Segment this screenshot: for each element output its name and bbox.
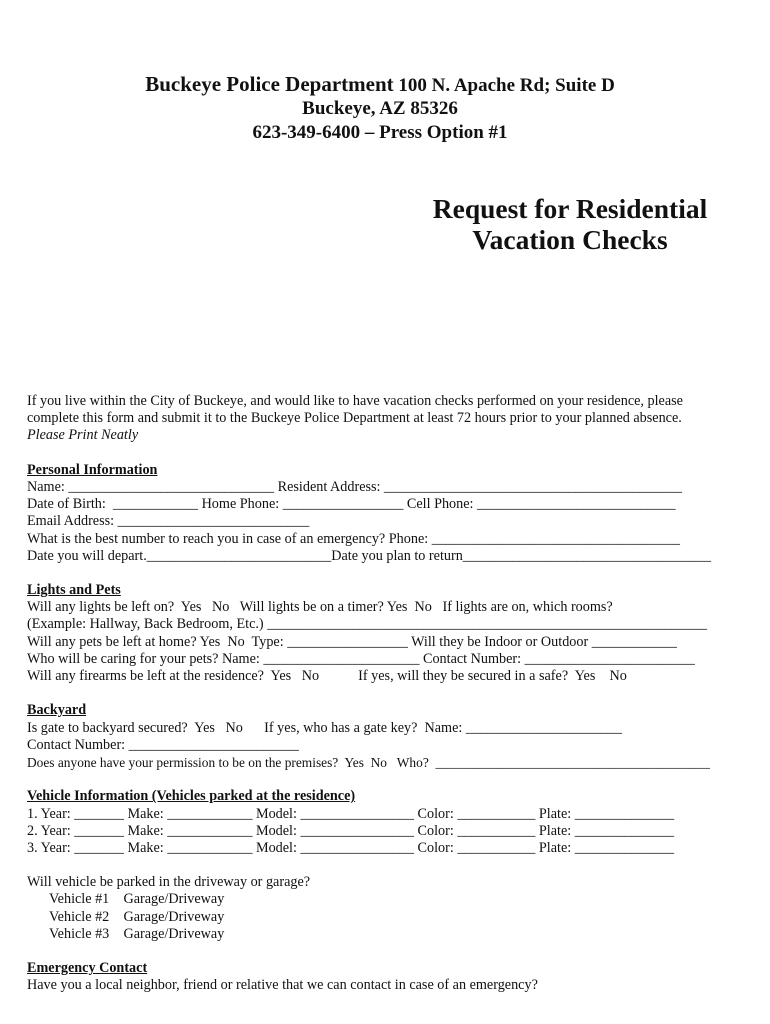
- vehicle-1-field[interactable]: 1. Year: _______ Make: ____________ Model: ________________ Color: ___________ Plate: ______________: [27, 805, 675, 822]
- dob-phone-field[interactable]: Date of Birth: ____________ Home Phone: _________________ Cell Phone: ____________________________: [27, 496, 676, 513]
- gate-secured-field[interactable]: Is gate to backyard secured? Yes No If yes, who has a gate key? Name: ______________________: [27, 719, 622, 736]
- premises-permission-field[interactable]: Does anyone have your permission to be on the premises? Yes No Who? _________________________________________: [27, 754, 710, 770]
- form-title-line-2: Vacation Checks: [472, 224, 668, 255]
- vehicle-information-heading: Vehicle Information (Vehicles parked at the residence): [27, 788, 356, 805]
- department-name: Buckeye Police Department: [145, 72, 394, 96]
- vehicle-1-parking-option[interactable]: Vehicle #1 Garage/Driveway: [49, 891, 225, 908]
- vehicle-3-field[interactable]: 3. Year: _______ Make: ____________ Model: ________________ Color: ___________ Plate: ______________: [27, 839, 675, 856]
- intro-text-line-2: complete this form and submit it to the Buckeye Police Department at least 72 hours prior to your planned absence.: [27, 410, 682, 427]
- backyard-heading: Backyard: [27, 702, 87, 719]
- lights-pets-heading: Lights and Pets: [27, 582, 121, 599]
- department-header: [0, 72, 760, 98]
- vehicle-2-parking-option[interactable]: Vehicle #2 Garage/Driveway: [49, 908, 225, 925]
- emergency-contact-question: Have you a local neighbor, friend or relative that we can contact in case of an emergency?: [27, 977, 538, 994]
- firearms-question[interactable]: Will any firearms be left at the residence? Yes No If yes, will they be secured in a safe? Yes No: [27, 668, 627, 684]
- depart-return-dates-field[interactable]: Date you will depart.__________________________Date you plan to return___________________________________: [27, 547, 712, 564]
- form-title: [400, 193, 740, 255]
- form-title-line-1: Request for Residential: [432, 193, 708, 224]
- rooms-field[interactable]: (Example: Hallway, Back Bedroom, Etc.) ______________________________________________________________: [27, 616, 708, 633]
- department-city: Buckeye, AZ 85326: [302, 98, 458, 119]
- emergency-phone-field[interactable]: What is the best number to reach you in case of an emergency? Phone: ___________________________________: [27, 530, 681, 547]
- department-phone: 623-349-6400 – Press Option #1: [252, 122, 508, 143]
- intro-text-line-1: If you live within the City of Buckeye, and would like to have vacation checks performed on your residence, please: [27, 393, 683, 409]
- email-field[interactable]: Email Address: ___________________________: [27, 513, 310, 530]
- vehicle-2-field[interactable]: 2. Year: _______ Make: ____________ Model: ________________ Color: ___________ Plate: ______________: [27, 822, 675, 839]
- vehicle-parking-question: Will vehicle be parked in the driveway or garage?: [27, 874, 311, 891]
- emergency-contact-heading: Emergency Contact: [27, 960, 148, 977]
- print-neatly-note: Please Print Neatly: [27, 427, 139, 444]
- gate-contact-number-field[interactable]: Contact Number: ________________________: [27, 736, 299, 753]
- department-address: 100 N. Apache Rd; Suite D: [393, 75, 615, 96]
- name-address-field[interactable]: Name: _____________________________ Resident Address: __________________________________________: [27, 478, 682, 495]
- pets-field[interactable]: Will any pets be left at home? Yes No Type: _________________ Will they be Indoor or Outdoor ____________: [27, 633, 677, 650]
- pet-caretaker-field[interactable]: Who will be caring for your pets? Name: ______________________ Contact Number: ________________________: [27, 650, 695, 667]
- vehicle-3-parking-option[interactable]: Vehicle #3 Garage/Driveway: [49, 925, 225, 942]
- personal-information-heading: Personal Information: [27, 461, 158, 478]
- form-body: [27, 393, 747, 995]
- lights-question[interactable]: Will any lights be left on? Yes No Will lights be on a timer? Yes No If lights are on, which rooms?: [27, 599, 613, 616]
